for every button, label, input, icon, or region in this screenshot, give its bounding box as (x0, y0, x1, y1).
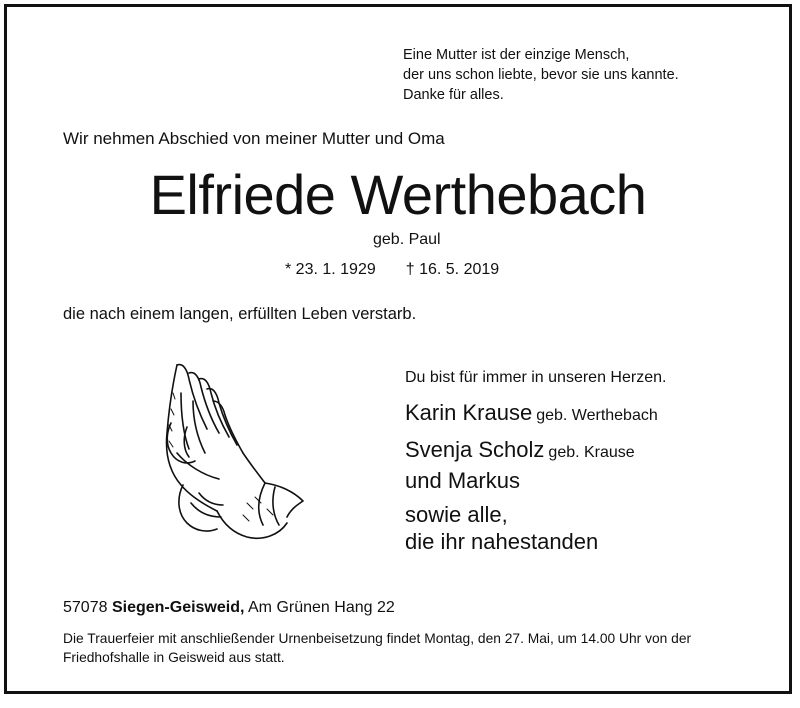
mourners-list (405, 399, 658, 555)
mourner-item (405, 436, 658, 495)
heart-text: Du bist für immer in unseren Herzen. (405, 369, 667, 386)
praying-hands-icon (147, 353, 307, 545)
mourner-item (405, 399, 658, 430)
mourner-companion: und Markus (405, 468, 520, 493)
maiden-name: geb. Paul (373, 231, 441, 248)
other-mourners-line: sowie alle, (405, 502, 508, 527)
mourner-maiden-name: geb. Werthebach (536, 407, 658, 424)
passed-text: die nach einem langen, erfüllten Leben verstarb. (63, 305, 417, 323)
service-info: Die Trauerfeier mit anschließender Urnenbeisetzung findet Montag, den 27. Mai, um 14.00 Uhr von der Friedhofshalle in Geisweid aus statt. (63, 631, 692, 665)
address-street: Am Grünen Hang 22 (248, 599, 395, 616)
intro-text: Wir nehmen Abschied von meiner Mutter und Oma (63, 129, 445, 148)
deceased-name: Elfriede Werthebach (149, 163, 647, 226)
address (63, 599, 395, 617)
mourner-maiden-name: geb. Krause (548, 444, 635, 461)
life-dates (285, 261, 499, 279)
address-zip: 57078 (63, 599, 108, 616)
quote-line: der uns schon liebte, bevor sie uns kannte. (403, 67, 679, 83)
quote-line: Eine Mutter ist der einzige Mensch, (403, 47, 630, 63)
address-city: Siegen-Geisweid, (111, 599, 245, 616)
birth-date: * 23. 1. 1929 (285, 261, 376, 278)
quote-line: Danke für alles. (403, 87, 504, 103)
other-mourners-line: die ihr nahestanden (405, 529, 599, 554)
obituary-notice (4, 4, 792, 694)
mourner-name: Karin Krause (405, 400, 533, 425)
death-date: † 16. 5. 2019 (405, 261, 500, 278)
other-mourners (405, 501, 658, 555)
mourner-name: Svenja Scholz (405, 437, 545, 462)
quote-block (403, 45, 679, 105)
